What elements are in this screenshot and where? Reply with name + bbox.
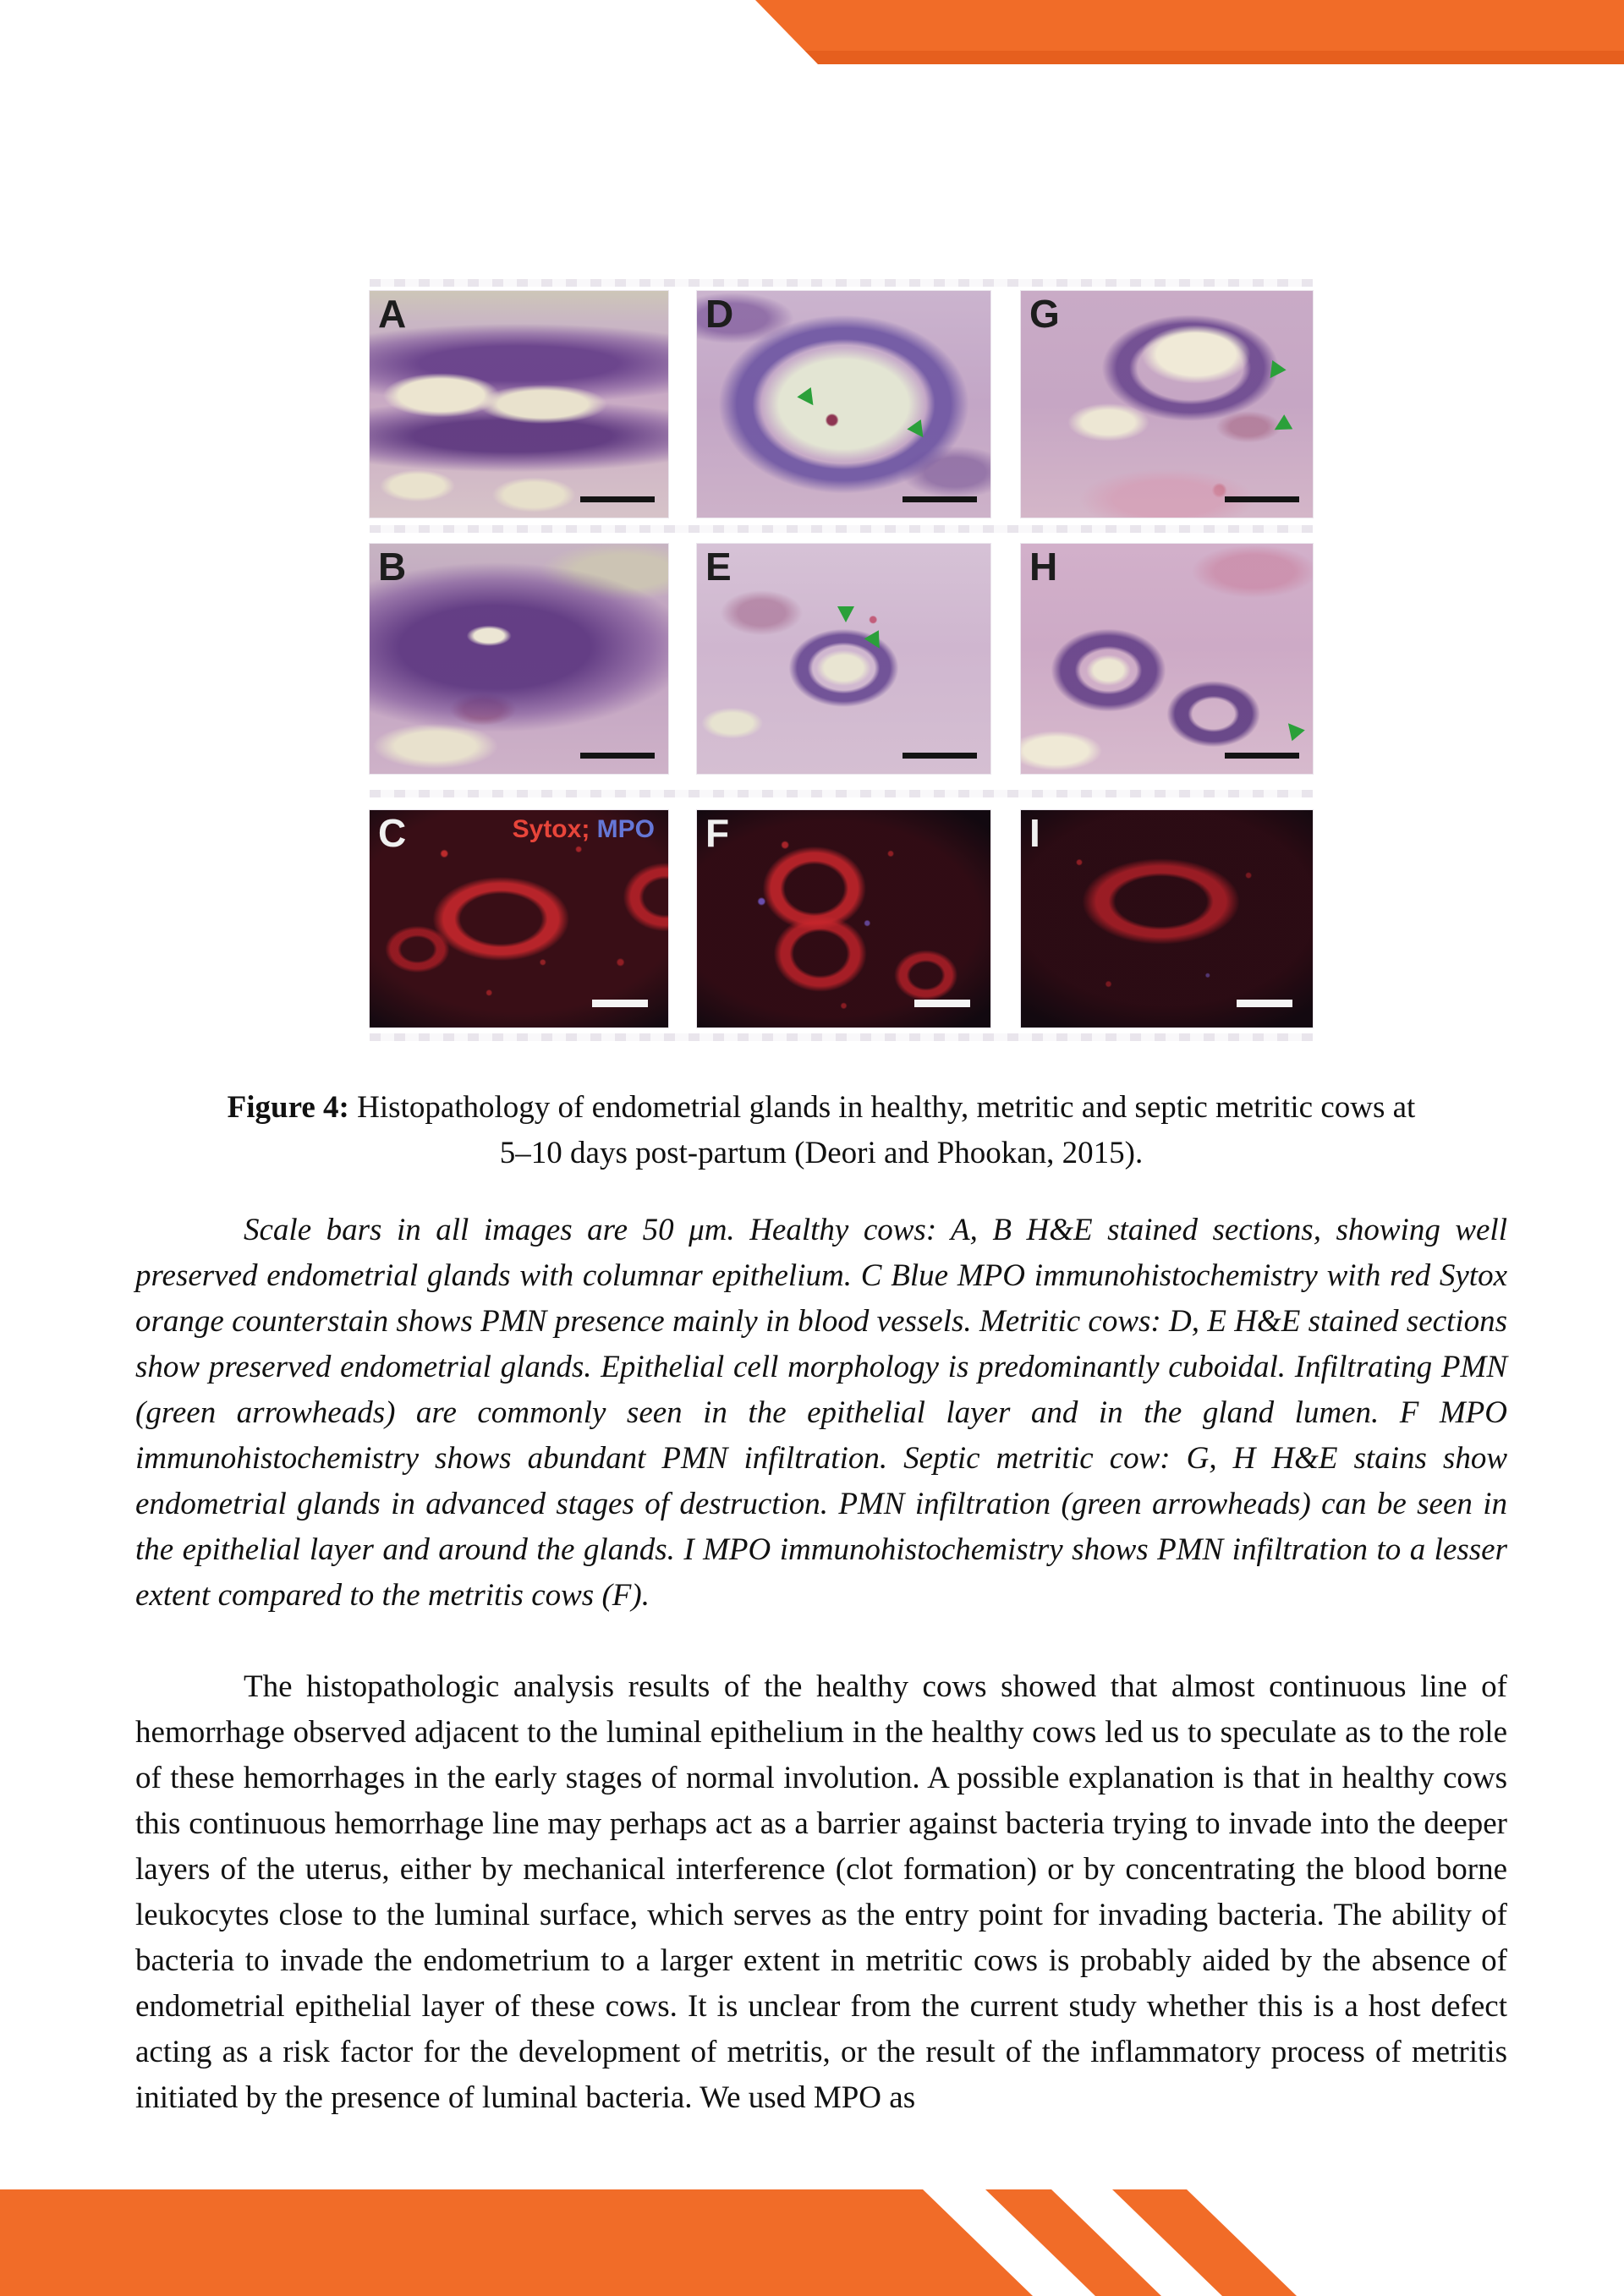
- pmn-arrowhead-icon: [1281, 718, 1305, 741]
- scale-bar: [903, 753, 977, 759]
- micrograph-panel-E: [697, 544, 990, 774]
- scale-bar: [1225, 753, 1299, 759]
- figure-caption-title: [135, 1085, 1507, 1176]
- scale-bar: [914, 1000, 970, 1007]
- scan-noise-strip: [370, 525, 1313, 533]
- panel-letter: I: [1029, 811, 1040, 855]
- micrograph-panel-D: [697, 291, 990, 518]
- scale-bar: [580, 753, 655, 759]
- scale-bar: [903, 496, 977, 502]
- panel-letter: C: [378, 811, 407, 855]
- scale-bar: [592, 1000, 648, 1007]
- panel-letter: F: [705, 811, 730, 855]
- scan-noise-strip: [370, 790, 1313, 797]
- scan-noise-strip: [370, 279, 1313, 287]
- mpo-stain-label: MPO: [596, 815, 655, 843]
- top-right-orange-ribbon: [0, 0, 1624, 64]
- micrograph-panel-B: [370, 544, 668, 774]
- panel-letter: G: [1029, 292, 1060, 336]
- pmn-arrowhead-icon: [864, 630, 887, 652]
- scale-bar: [1225, 496, 1299, 502]
- micrograph-panel-G: [1021, 291, 1313, 518]
- micrograph-panel-C: [370, 810, 668, 1027]
- figure-caption-line2: 5–10 days post-partum (Deori and Phookan, 2015).: [499, 1136, 1144, 1170]
- pmn-arrowhead-icon: [907, 419, 930, 442]
- panel-letter: B: [378, 545, 407, 589]
- scale-bar: [580, 496, 655, 502]
- micrograph-panel-I: [1021, 810, 1313, 1027]
- pmn-arrowhead-icon: [1263, 360, 1286, 383]
- micrograph-panel-F: [697, 810, 990, 1027]
- figure-caption-description: Scale bars in all images are 50 μm. Healthy cows: A, B H&E stained sections, showing well preserved endometrial glands with columnar epithelium. C Blue MPO immunohistochemistry with red Sytox orange counterstain shows PMN presence mainly in blood vessels. Metritic cows: D, E H&E stained sections show preserved endometrial glands. Epithelial cell morphology is predominantly cuboidal. Infiltrating PMN (green arrowheads) are commonly seen in the epithelial layer and in the gland lumen. F MPO immunohistochemistry shows abundant PMN infiltration. Septic metritic cow: G, H H&E stains show endometrial glands in advanced stages of destruction. PMN infiltration (green arrowheads) can be seen in the epithelial layer and around the glands. I MPO immunohistochemistry shows PMN infiltration to a lesser extent compared to the metritis cows (F).: [135, 1213, 1507, 1613]
- pmn-arrowhead-icon: [1270, 414, 1292, 437]
- micrograph-panel-A: [370, 291, 668, 518]
- panel-letter: H: [1029, 545, 1058, 589]
- panel-letter: A: [378, 292, 407, 336]
- pmn-arrowhead-icon: [837, 606, 854, 622]
- body-paragraph: The histopathologic analysis results of the healthy cows showed that almost continuous line of hemorrhage observed adjacent to the luminal epithelium in the healthy cows led us to speculate as to the role of these hemorrhages in the early stages of normal involution. A possible explanation is that in healthy cows this continuous hemorrhage line may perhaps act as a barrier against bacteria trying to invade into the deeper layers of the uterus, either by mechanical interference (clot formation) or by concentrating the blood borne leukocytes close to the luminal surface, which serves as the entry point for invading bacteria. The ability of bacteria to invade the endometrium to a larger extent in metritic cows is probably aided by the absence of endometrial epithelial layer of these cows. It is unclear from the current study whether this is a host defect acting as a risk factor for the development of metritis, or the result of the inflammatory process of metritis initiated by the presence of luminal bacteria. We used MPO as: [135, 1669, 1507, 2115]
- micrograph-panel-H: [1021, 544, 1313, 774]
- bottom-left-orange-band: [0, 2189, 1624, 2296]
- stain-legend: [513, 817, 655, 842]
- panel-letter: D: [705, 292, 734, 336]
- scan-noise-strip: [370, 1033, 1313, 1041]
- scale-bar: [1237, 1000, 1292, 1007]
- panel-letter: E: [705, 545, 732, 589]
- figure-number-label: Figure 4:: [227, 1090, 349, 1125]
- figure-caption-line1: Histopathology of endometrial glands in healthy, metritic and septic metritic cows at: [348, 1090, 1416, 1125]
- sytox-stain-label: Sytox;: [512, 815, 590, 843]
- pmn-arrowhead-icon: [797, 387, 820, 410]
